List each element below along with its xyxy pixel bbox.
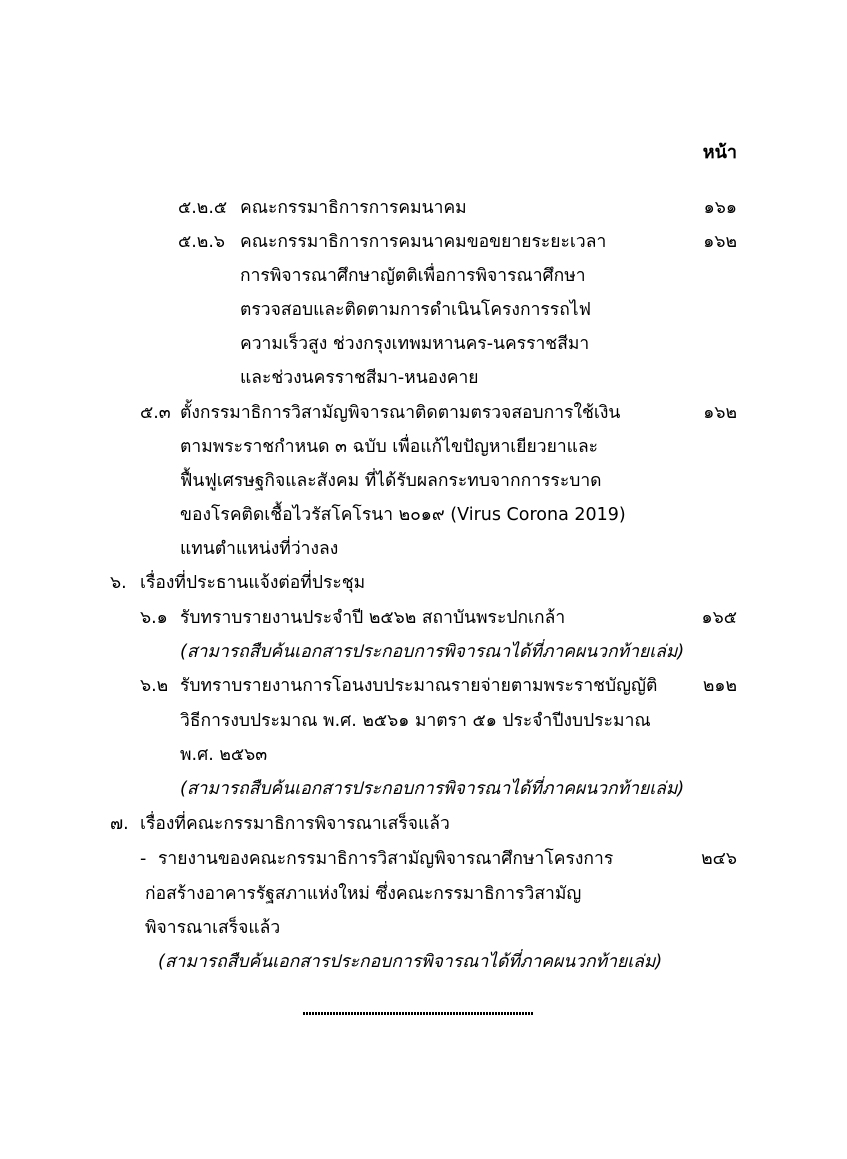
toc-entry-text: ฟื้นฟูเศรษฐกิจและสังคม ที่ได้รับผลกระทบจากการระบาด [180,471,602,491]
toc-section-title: เรื่องที่ประธานแจ้งต่อที่ประชุม [140,573,366,593]
toc-entry-text: ตามพระราชกำหนด ๓ ฉบับ เพื่อแก้ไขปัญหาเยียวยาและ [180,437,599,457]
page-column-header: หน้า [702,142,737,163]
toc-entry-text: รายงานของคณะกรรมาธิการวิสามัญพิจารณาศึกษาโครงการ [158,849,614,869]
toc-entry-page: ๑๖๕ [701,608,737,628]
toc-entry-text: แทนตำแหน่งที่ว่างลง [180,539,339,559]
toc-entry-number: ๕.๒.๖ [178,232,226,252]
toc-entry-text: ของโรคติดเชื้อไวรัสโคโรนา ๒๐๑๙ (Virus Corona 2019) [180,505,626,525]
toc-entry-text: การพิจารณาศึกษาญัตติเพื่อการพิจารณาศึกษา [240,266,586,286]
toc-entry-text: และช่วงนครราชสีมา-หนองคาย [240,368,479,388]
toc-entry-number: ๕.๓ [140,403,171,423]
toc-section-number: ๗. [110,814,129,834]
toc-entry-number: ๕.๒.๕ [178,198,228,218]
toc-entry-text: พิจารณาเสร็จแล้ว [145,918,281,938]
toc-entry-page: ๑๖๒ [703,403,737,423]
toc-entry-text: ตรวจสอบและติดตามการดำเนินโครงการรถไฟ [240,300,591,320]
toc-entry-page: ๑๖๒ [703,232,737,252]
toc-entry-text: ก่อสร้างอาคารรัฐสภาแห่งใหม่ ซึ่งคณะกรรมาธิการวิสามัญ [145,884,582,904]
toc-entry-text: รับทราบรายงานประจำปี ๒๕๖๒ สถาบันพระปกเกล้า [180,608,566,628]
toc-entry-text: พ.ศ. ๒๕๖๓ [180,745,268,765]
toc-entry-note: (สามารถสืบค้นเอกสารประกอบการพิจารณาได้ที่ภาคผนวกท้ายเล่ม) [180,779,685,799]
end-separator [303,1012,533,1015]
toc-entry-page: ๑๖๑ [703,198,737,218]
toc-entry-page: ๒๑๒ [702,676,737,696]
toc-section-number: ๖. [110,573,127,593]
toc-entry-page: ๒๔๖ [701,849,737,869]
toc-entry-text: คณะกรรมาธิการการคมนาคม [240,198,467,218]
toc-entry-number: ๖.๒ [140,676,169,696]
toc-section-title: เรื่องที่คณะกรรมาธิการพิจารณาเสร็จแล้ว [140,814,450,834]
toc-entry-text: วิธีการงบประมาณ พ.ศ. ๒๕๖๑ มาตรา ๕๑ ประจำปีงบประมาณ [180,711,651,731]
toc-entry-text: คณะกรรมาธิการการคมนาคมขอขยายระยะเวลา [240,232,607,252]
toc-entry-text: รับทราบรายงานการโอนงบประมาณรายจ่ายตามพระราชบัญญัติ [180,676,658,696]
toc-entry-number: ๖.๑ [140,608,168,628]
toc-entry-note: (สามารถสืบค้นเอกสารประกอบการพิจารณาได้ที่ภาคผนวกท้ายเล่ม) [158,952,663,972]
toc-entry-text: ความเร็วสูง ช่วงกรุงเทพมหานคร-นครราชสีมา [240,334,590,354]
toc-entry-note: (สามารถสืบค้นเอกสารประกอบการพิจารณาได้ที่ภาคผนวกท้ายเล่ม) [180,642,685,662]
toc-entry-bullet: - [140,849,147,869]
toc-entry-text: ตั้งกรรมาธิการวิสามัญพิจารณาติดตามตรวจสอบการใช้เงิน [180,403,621,423]
